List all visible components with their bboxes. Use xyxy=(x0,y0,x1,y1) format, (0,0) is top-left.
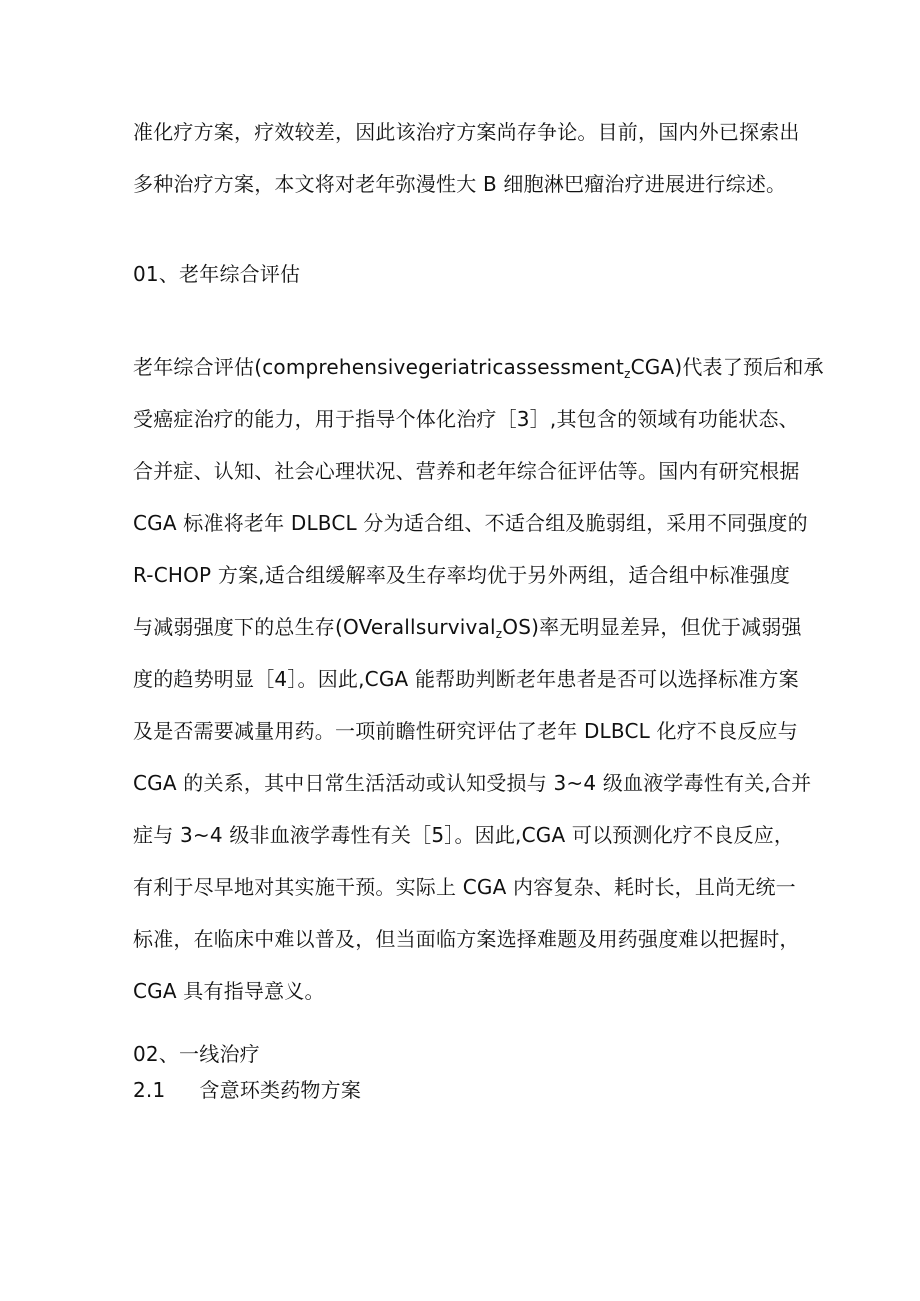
section-1-line-7: 度的趋势明显［4］。因此,CGA 能帮助判断老年患者是否可以选择标准方案 xyxy=(133,667,799,691)
section-1-line-10: 症与 3~4 级非血液学毒性有关［5］。因此,CGA 可以预测化疗不良反应， xyxy=(133,823,795,847)
section-2-heading: 02、一线治疗 xyxy=(133,1042,260,1066)
section-1-line-1-part-b: CGA)代表了预后和承 xyxy=(630,355,824,379)
section-1-line-12: 标准，在临床中难以普及，但当面临方案选择难题及用药强度难以把握时， xyxy=(133,927,800,951)
section-1-line-9: CGA 的关系，其中日常生活活动或认知受损与 3~4 级血液学毒性有关,合并 xyxy=(133,771,812,795)
section-1-heading: 01、老年综合评估 xyxy=(133,262,301,286)
section-2-1-subheading xyxy=(133,1076,361,1104)
section-1-line-1-subscript: z xyxy=(624,367,631,381)
intro-line-2: 多种治疗方案，本文将对老年弥漫性大 B 细胞淋巴瘤治疗进展进行综述。 xyxy=(133,172,787,196)
section-1-line-13: CGA 具有指导意义。 xyxy=(133,979,325,1003)
section-1-line-6-part-b: OS)率无明显差异，但优于减弱强 xyxy=(502,615,802,639)
section-1-line-6-part-a: 与减弱强度下的总生存(OVerallsurvival xyxy=(133,615,496,639)
intro-line-1: 准化疗方案，疗效较差，因此该治疗方案尚存争论。目前，国内外已探索出 xyxy=(133,120,800,144)
section-2-1-number: 2.1 xyxy=(133,1078,166,1102)
section-1-line-3: 合并症、认知、社会心理状况、营养和老年综合征评估等。国内有研究根据 xyxy=(133,459,800,483)
section-1-line-4: CGA 标准将老年 DLBCL 分为适合组、不适合组及脆弱组，采用不同强度的 xyxy=(133,511,808,535)
section-1-line-8: 及是否需要减量用药。一项前瞻性研究评估了老年 DLBCL 化疗不良反应与 xyxy=(133,719,798,743)
section-1-line-1-part-a: 老年综合评估(comprehensivegeriatricassessment xyxy=(133,355,625,379)
section-2-1-title: 含意环类药物方案 xyxy=(199,1078,362,1102)
section-1-line-11: 有利于尽早地对其实施干预。实际上 CGA 内容复杂、耗时长，且尚无统一 xyxy=(133,875,796,899)
section-1-line-2: 受癌症治疗的能力，用于指导个体化治疗［3］,其包含的领域有功能状态、 xyxy=(133,407,799,431)
section-1-line-6-subscript: z xyxy=(495,627,503,641)
section-1-line-1 xyxy=(133,353,824,388)
section-1-line-5: R-CHOP 方案,适合组缓解率及生存率均优于另外两组，适合组中标准强度 xyxy=(133,563,791,587)
section-1-line-6 xyxy=(133,613,802,648)
